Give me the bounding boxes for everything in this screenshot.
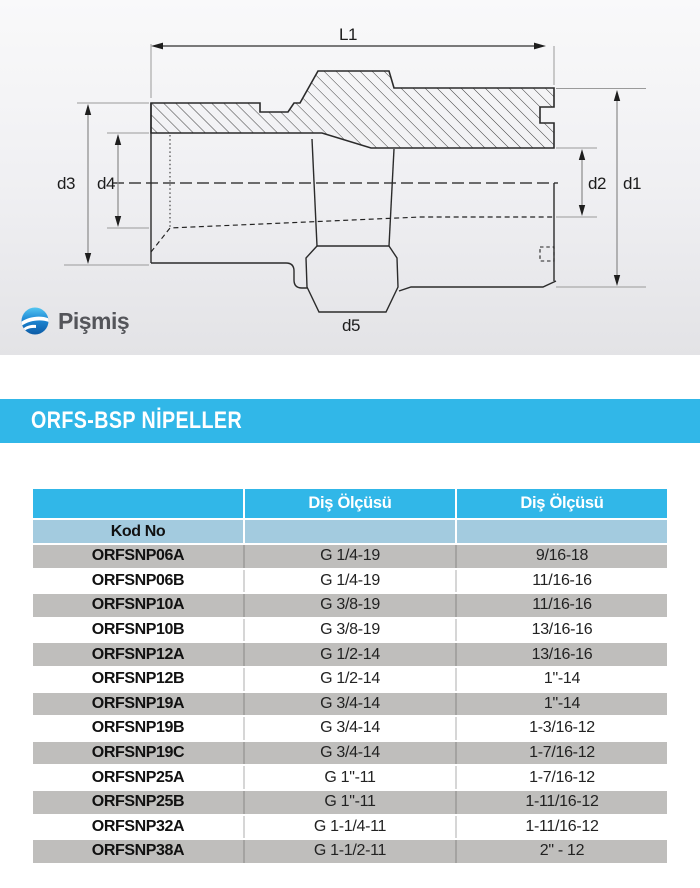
cell-kod-no: ORFSNP12A [91, 645, 185, 663]
cell-orfs-thread: 11/16-16 [455, 570, 667, 593]
hidden-lines [151, 135, 554, 261]
cell-bsp-thread: G 3/4-14 [243, 693, 455, 716]
table-row [33, 545, 667, 568]
dim-label-l1: L1 [339, 25, 357, 44]
cell-kod-no: ORFSNP19B [91, 719, 185, 737]
table-row [33, 619, 667, 642]
cell-kod-no: ORFSNP12B [91, 670, 185, 688]
cell-bsp-thread: G 1"-11 [243, 791, 455, 814]
cell-bsp-thread: G 1/2-14 [243, 643, 455, 666]
cell-orfs-thread: 1-11/16-12 [455, 791, 667, 814]
cell-bsp-thread: G 1/2-14 [243, 668, 455, 691]
cell-kod-no: ORFSNP32A [91, 817, 185, 835]
dim-label-d5: d5 [342, 316, 360, 335]
dim-label-d4: d4 [97, 174, 115, 193]
technical-drawing-section [0, 0, 700, 355]
subheader-cell-empty [243, 520, 455, 543]
header-cell-thread-size-bsp: Diş Ölçüsü [243, 489, 455, 518]
dim-label-d2: d2 [588, 174, 606, 193]
table-row [33, 643, 667, 666]
cell-orfs-thread: 1-3/16-12 [455, 717, 667, 740]
cell-orfs-thread: 2" - 12 [455, 840, 667, 863]
dim-label-d3: d3 [57, 174, 75, 193]
subheader-cell-kod-no: Kod No [110, 522, 166, 540]
table-body [33, 545, 667, 863]
table-row [33, 693, 667, 716]
table-header-row [33, 489, 667, 518]
table-row [33, 742, 667, 765]
table-row [33, 840, 667, 863]
cell-orfs-thread: 13/16-16 [455, 643, 667, 666]
cell-bsp-thread: G 1"-11 [243, 766, 455, 789]
cell-kod-no: ORFSNP38A [91, 842, 185, 860]
cell-bsp-thread: G 3/8-19 [243, 594, 455, 617]
dim-label-d1: d1 [623, 174, 641, 193]
cell-kod-no: ORFSNP06B [91, 571, 185, 589]
brand-logo [20, 306, 129, 336]
brand-name: Pişmiş [58, 307, 130, 334]
cell-orfs-thread: 1-11/16-12 [455, 816, 667, 839]
table-row [33, 717, 667, 740]
cell-kod-no: ORFSNP25A [91, 768, 185, 786]
table-subheader-row [33, 520, 667, 543]
cell-bsp-thread: G 3/8-19 [243, 619, 455, 642]
page-title: ORFS-BSP NİPELLER [31, 407, 243, 434]
table-row [33, 668, 667, 691]
cell-kod-no: ORFSNP19C [91, 744, 185, 762]
table-row [33, 816, 667, 839]
cell-orfs-thread: 11/16-16 [455, 594, 667, 617]
cell-bsp-thread: G 1/4-19 [243, 570, 455, 593]
cell-bsp-thread: G 3/4-14 [243, 717, 455, 740]
header-cell-empty [33, 489, 243, 518]
section-title-band [0, 399, 700, 443]
cell-kod-no: ORFSNP19A [91, 694, 185, 712]
pismis-sphere-icon [20, 306, 50, 336]
cell-orfs-thread: 13/16-16 [455, 619, 667, 642]
cell-bsp-thread: G 3/4-14 [243, 742, 455, 765]
cell-bsp-thread: G 1-1/2-11 [243, 840, 455, 863]
table-row [33, 594, 667, 617]
cell-kod-no: ORFSNP25B [91, 793, 185, 811]
cell-bsp-thread: G 1/4-19 [243, 545, 455, 568]
subheader-cell-empty [455, 520, 667, 543]
fitting-cross-section-drawing [0, 0, 700, 355]
cell-orfs-thread: 1"-14 [455, 693, 667, 716]
cell-bsp-thread: G 1-1/4-11 [243, 816, 455, 839]
cell-orfs-thread: 1-7/16-12 [455, 742, 667, 765]
table-row [33, 791, 667, 814]
cell-orfs-thread: 1-7/16-12 [455, 766, 667, 789]
spec-table [33, 489, 667, 863]
table-row [33, 766, 667, 789]
table-row [33, 570, 667, 593]
hatched-section-body [151, 71, 554, 148]
cell-kod-no: ORFSNP06A [91, 547, 185, 565]
cell-kod-no: ORFSNP10B [91, 621, 185, 639]
cell-kod-no: ORFSNP10A [91, 596, 185, 614]
header-cell-thread-size-orfs: Diş Ölçüsü [455, 489, 667, 518]
cell-orfs-thread: 9/16-18 [455, 545, 667, 568]
cell-orfs-thread: 1"-14 [455, 668, 667, 691]
